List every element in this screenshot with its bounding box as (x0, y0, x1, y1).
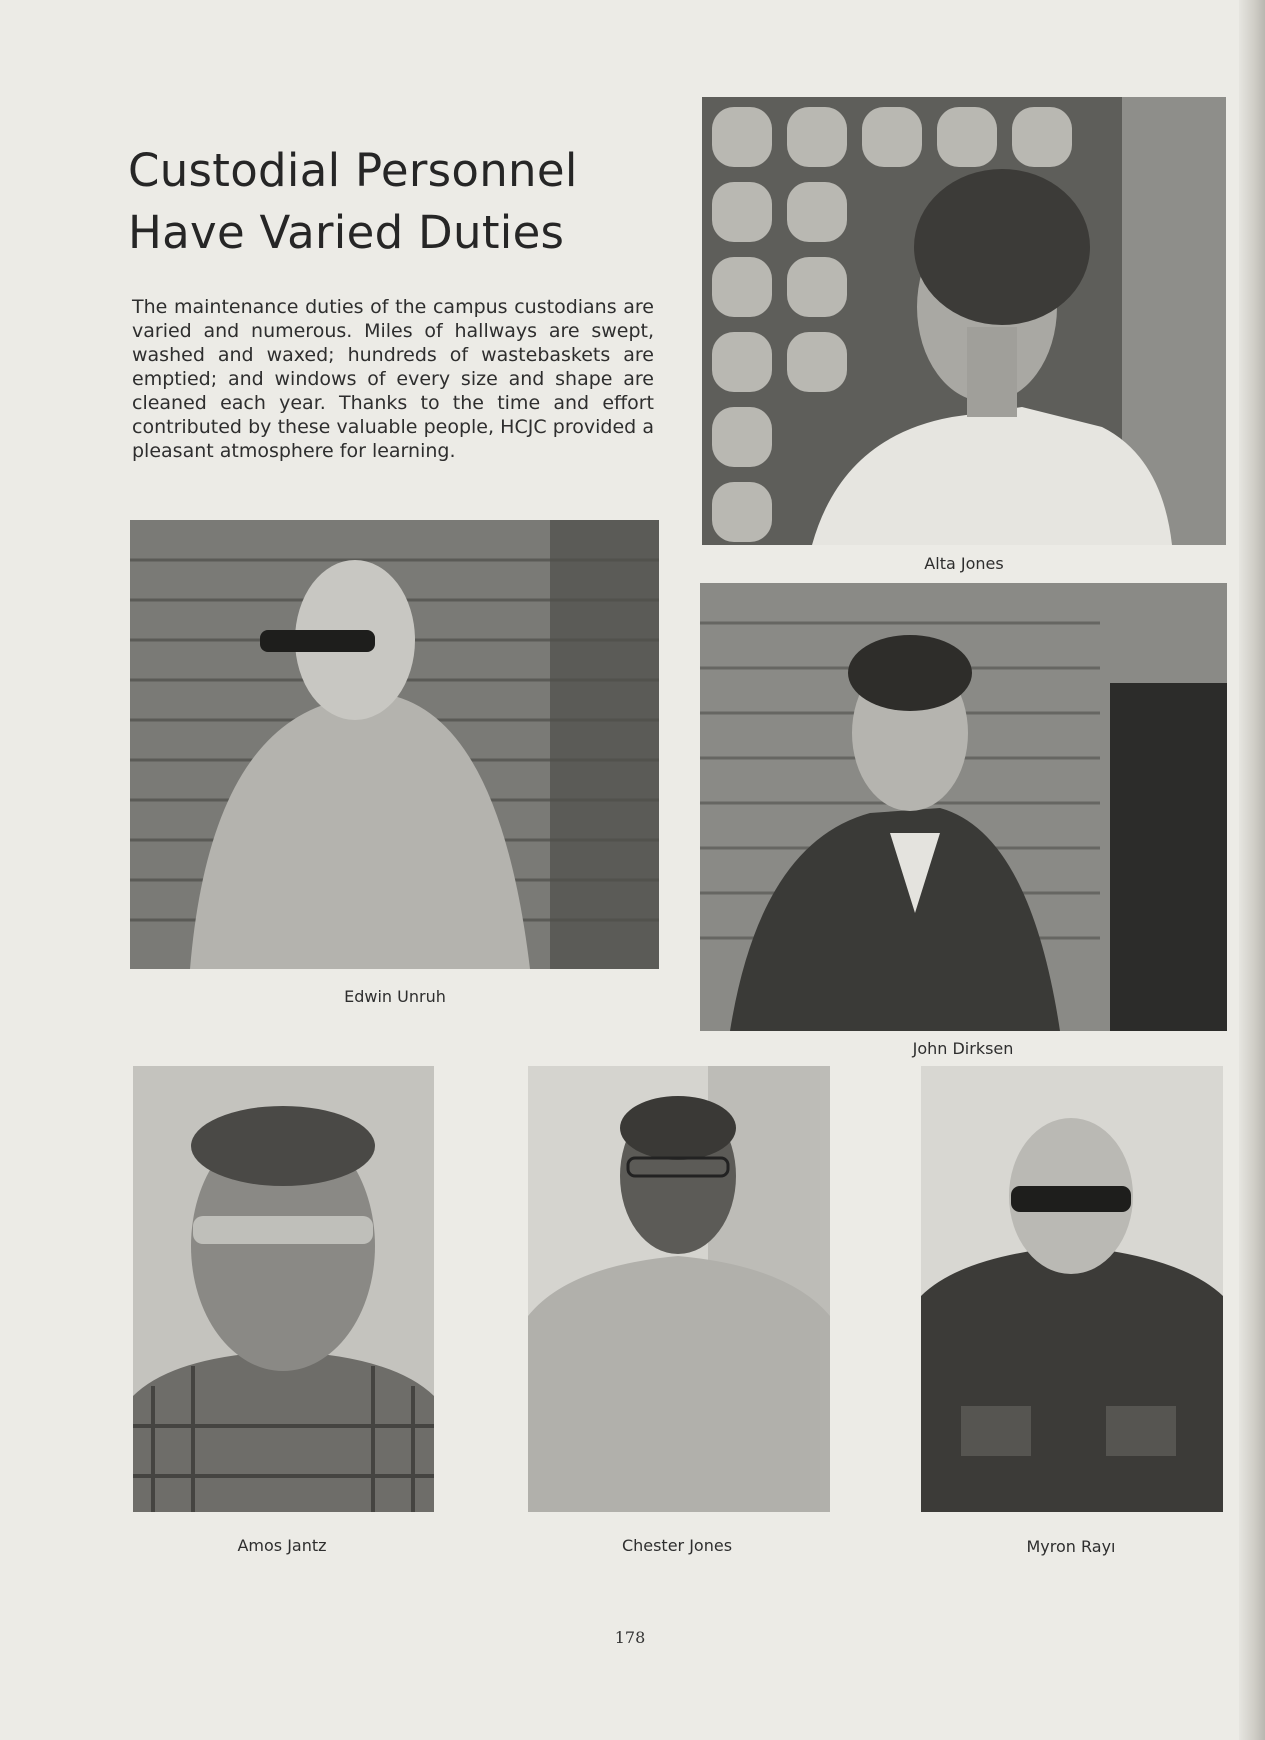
page-number: 178 (614, 1628, 646, 1647)
photo-myron-rayl (921, 1066, 1223, 1512)
page-edge-shadow (1239, 0, 1265, 1740)
caption-chester-jones: Chester Jones (621, 1536, 733, 1555)
photo-edwin-unruh (130, 520, 659, 969)
photo-alta-jones (702, 97, 1226, 545)
caption-john-dirksen: John Dirksen (912, 1039, 1014, 1058)
article-body: The maintenance duties of the campus custodians are varied and numerous. Miles of hallways are swept, washed and waxed; hundreds of wastebaskets are emptied; and windows of every size and shape are cleaned each year. Thanks to the time and effort contributed by these valuable people, HCJC provided a pleasant atmosphere for learning. (132, 296, 654, 462)
photo-john-dirksen (700, 583, 1227, 1031)
caption-myron-rayl: Myron Rayı (1026, 1537, 1116, 1556)
article-headline (128, 140, 688, 264)
caption-edwin-unruh: Edwin Unruh (344, 987, 446, 1006)
photo-amos-jantz (133, 1066, 434, 1512)
headline-line-1: Custodial Personnel (128, 144, 578, 197)
headline-line-2: Have Varied Duties (128, 206, 565, 259)
photo-chester-jones (528, 1066, 830, 1512)
caption-amos-jantz: Amos Jantz (237, 1536, 327, 1555)
caption-alta-jones: Alta Jones (924, 554, 1004, 573)
